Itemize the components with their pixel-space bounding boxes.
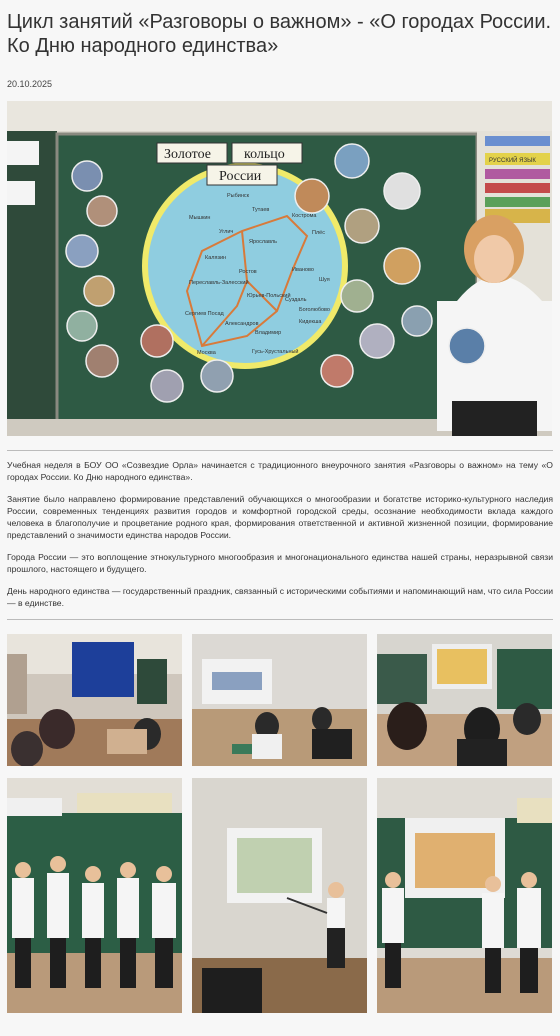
gallery-photo-5[interactable] <box>192 778 367 1013</box>
hero-city: Иваново <box>292 267 314 273</box>
hero-board-title-2: кольцо <box>244 147 285 162</box>
gallery-photo-3[interactable] <box>377 634 552 766</box>
hero-city: Мышкин <box>189 215 211 221</box>
divider <box>7 619 553 620</box>
hero-city: Тутаев <box>252 207 270 213</box>
hero-city: Гусь-Хрустальный <box>252 349 299 355</box>
hero-city: Ростов <box>239 269 257 275</box>
gallery-photo-4-image <box>7 778 182 1013</box>
photo-gallery <box>7 634 553 1013</box>
gallery-photo-5-image <box>192 778 367 1013</box>
gallery-photo-6[interactable] <box>377 778 552 1013</box>
hero-city: Переславль-Залесский <box>189 280 249 286</box>
hero-city: Шуя <box>319 277 330 283</box>
paragraph: Учебная неделя в БОУ ОО «Созвездие Орла» начинается с традиционного внеурочного занятия «Разговоры о важном» на тему «О городах России. Ко Дню народного единства». <box>7 460 553 482</box>
gallery-photo-1-image <box>7 634 182 766</box>
hero-city: Александров <box>225 321 259 327</box>
article-date: 20.10.2025 <box>7 79 53 89</box>
hero-board-title-3: России <box>219 169 262 184</box>
hero-city: Боголюбово <box>299 307 330 313</box>
hero-city: Кострома <box>292 213 317 219</box>
paragraph: Занятие было направлено формирование представлений обучающихся о многообразии и богатстве историко-культурного наследия России, современных тенденциях развития городов и комфортной городской среды, осознание необходимости вклада каждого человека в благополучие и процветание родного края, формирования ответственной и активной жизненной позиции, формирование представлений о значимости единства народов России. <box>7 494 553 540</box>
hero-city: Сергиев Посад <box>185 311 224 317</box>
hero-city: Суздаль <box>285 297 307 303</box>
gallery-photo-2[interactable] <box>192 634 367 766</box>
hero-city: Юрьев-Польский <box>247 293 291 299</box>
hero-board-title-1: Золотое <box>164 147 211 162</box>
hero-strip-text: РУССКИЙ ЯЗЫК <box>489 158 536 164</box>
article-title: Цикл занятий «Разговоры о важном» - «О городах России. Ко Дню народного единства» <box>7 11 552 57</box>
hero-city: Углич <box>219 229 234 235</box>
gallery-photo-4[interactable] <box>7 778 182 1013</box>
hero-city: Плёс <box>312 230 325 236</box>
paragraph: Города России — это воплощение этнокультурного многообразия и многонационального единства нашей страны, неразрывной связи прошлого, настоящего и будущего. <box>7 552 553 574</box>
paragraph: День народного единства — государственный праздник, связанный с историческими событиями и напоминающий нам, что сила России — в единстве. <box>7 586 553 608</box>
divider <box>7 450 553 451</box>
hero-photo[interactable] <box>7 101 552 436</box>
gallery-photo-6-image <box>377 778 552 1013</box>
hero-city: Владимир <box>255 330 282 336</box>
hero-city: Рыбинск <box>227 193 250 199</box>
gallery-photo-3-image <box>377 634 552 766</box>
hero-city: Кидекша <box>299 319 322 325</box>
article-body <box>7 459 553 609</box>
hero-photo-image <box>7 101 552 436</box>
hero-city: Москва <box>197 350 216 356</box>
gallery-photo-1[interactable] <box>7 634 182 766</box>
hero-city: Ярославль <box>249 239 277 245</box>
gallery-photo-2-image <box>192 634 367 766</box>
hero-city: Калязин <box>205 255 227 261</box>
